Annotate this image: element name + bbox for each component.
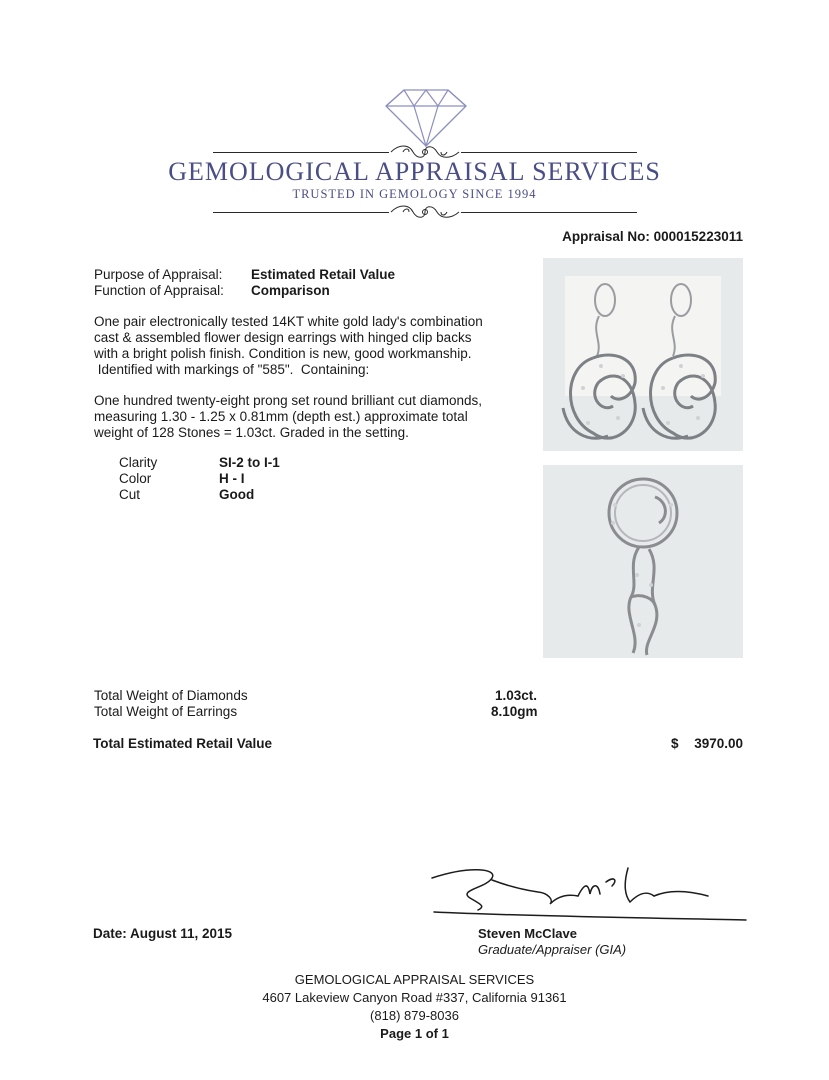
grade-label-color: Color [119,471,152,486]
header-rule-bottom-left [213,212,389,213]
function-label: Function of Appraisal: [94,283,224,298]
page-number: Page 1 of 1 [380,1026,449,1041]
grade-value-clarity: SI-2 to I-1 [219,455,280,470]
retail-amount: 3970.00 [694,736,743,751]
purpose-label: Purpose of Appraisal: [94,267,223,282]
total-earrings-value: 8.10gm [491,704,538,719]
stones-line: measuring 1.30 - 1.25 x 0.81mm (depth est.) approximate total [94,409,468,424]
function-value: Comparison [251,283,330,298]
grade-value-cut: Good [219,487,255,502]
appraisal-date: Date: August 11, 2015 [93,926,233,941]
appraiser-name: Steven McClave [478,926,577,941]
grade-label-cut: Cut [119,487,141,502]
earrings-photo-pair [543,258,743,451]
header-rule-top-right [461,152,637,153]
footer-company: GEMOLOGICAL APPRAISAL SERVICES [294,972,535,987]
retail-value-label: Total Estimated Retail Value [93,736,273,751]
footer-phone: (818) 879-8036 [370,1008,459,1023]
company-tagline: TRUSTED IN GEMOLOGY SINCE 1994 [292,187,537,201]
stones-line: One hundred twenty-eight prong set round brilliant cut diamonds, [94,393,482,408]
header-rule-bottom-right [461,212,637,213]
total-earrings-label: Total Weight of Earrings [94,704,238,719]
signature [428,860,750,926]
total-diamonds-label: Total Weight of Diamonds [94,688,248,703]
description-line: Identified with markings of "585". Containing: [94,362,370,377]
appraisal-number: Appraisal No: 000015223011 [562,229,743,244]
description-line: with a bright polish finish. Condition is new, good workmanship. [94,346,472,361]
purpose-value: Estimated Retail Value [251,267,396,282]
description-line: cast & assembled flower design earrings with hinged clip backs [94,330,472,345]
total-diamonds-value: 1.03ct. [495,688,538,703]
retail-currency: $ [671,736,679,751]
ornament-bottom-icon [389,203,461,221]
appraiser-title: Graduate/Appraiser (GIA) [478,942,627,957]
footer-address: 4607 Lakeview Canyon Road #337, California 91361 [262,990,567,1005]
description-line: One pair electronically tested 14KT white gold lady's combination [94,314,483,329]
stones-line: weight of 128 Stones = 1.03ct. Graded in the setting. [94,425,409,440]
header-rule-top-left [213,152,389,153]
diamond-icon [384,88,468,148]
company-name: GEMOLOGICAL APPRAISAL SERVICES [168,157,661,186]
grade-value-color: H - I [219,471,245,486]
earring-photo-side [543,465,743,658]
grade-label-clarity: Clarity [119,455,158,470]
